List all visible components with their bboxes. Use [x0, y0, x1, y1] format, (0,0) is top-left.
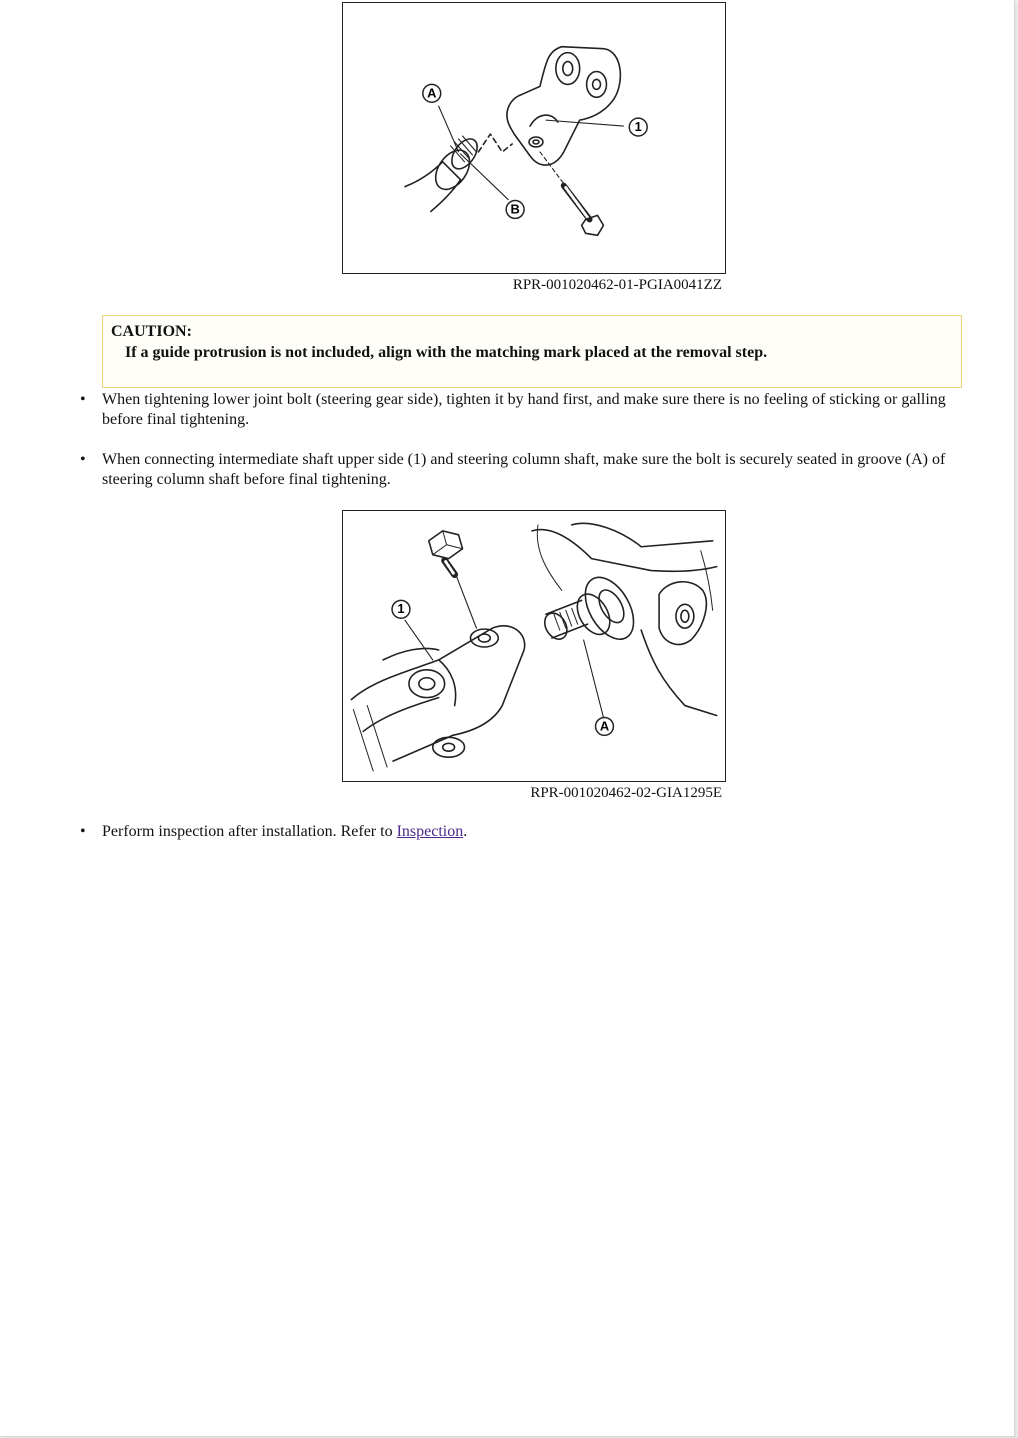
- inspection-link[interactable]: Inspection: [396, 823, 464, 840]
- callout-a: A: [599, 718, 610, 734]
- list-item: [80, 390, 955, 430]
- caution-box: [102, 315, 962, 388]
- bullet-glyph: •: [80, 823, 86, 840]
- caution-text: If a guide protrusion is not included, align with the matching mark placed at the removal step.: [125, 344, 768, 361]
- callout-1: 1: [634, 119, 642, 135]
- lower-joint-illustration: [343, 3, 725, 273]
- list-item-text: [102, 822, 955, 842]
- list-item-text: When connecting intermediate shaft upper side (1) and steering column shaft, make sure the bolt is securely seated in groove (A) of steering column shaft before final tightening.: [102, 451, 946, 488]
- list-item-text-after: .: [463, 823, 468, 840]
- list-item: [80, 450, 955, 490]
- list-item-text: When tightening lower joint bolt (steering gear side), tighten it by hand first, and make sure there is no feeling of sticking or galling before final tightening.: [102, 391, 946, 428]
- list-item: [80, 822, 955, 842]
- callout-1: 1: [397, 601, 405, 617]
- figure-1-lower-joint: [342, 2, 726, 274]
- bullet-glyph: •: [80, 391, 86, 408]
- upper-joint-illustration: [343, 511, 725, 781]
- callout-a: A: [427, 85, 437, 101]
- caution-title: CAUTION:: [111, 323, 192, 340]
- figure-2-caption: RPR-001020462-02-GIA1295E: [530, 785, 722, 801]
- list-item-text-before: Perform inspection after installation. Refer to: [102, 823, 397, 840]
- figure-1-caption: RPR-001020462-01-PGIA0041ZZ: [512, 277, 722, 293]
- callout-b: B: [510, 201, 520, 217]
- bullet-glyph: •: [80, 451, 86, 468]
- figure-2-upper-joint: [342, 510, 726, 782]
